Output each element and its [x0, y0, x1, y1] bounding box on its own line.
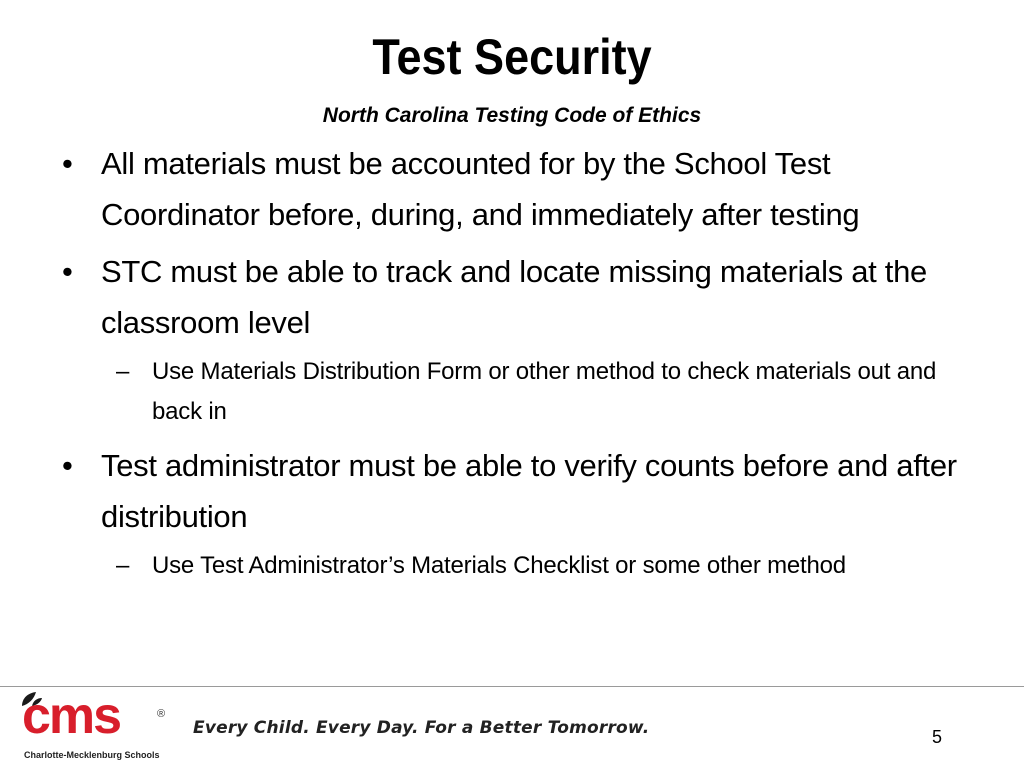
- sub-bullet-item: [56, 546, 976, 586]
- bullet-text: All materials must be accounted for by the School Test Coordinator before, during, and immediately after testing: [101, 146, 860, 232]
- page-number: 5: [932, 727, 943, 747]
- bullet-item: [56, 246, 976, 348]
- bullet-list: [56, 138, 976, 594]
- bullet-marker: •: [62, 254, 73, 289]
- bullet-item: [56, 440, 976, 542]
- bullet-text: STC must be able to track and locate missing materials at the classroom level: [101, 254, 927, 340]
- sub-bullet-item: [56, 352, 976, 432]
- cms-logo: [14, 687, 194, 764]
- sub-bullet-text: Use Materials Distribution Form or other method to check materials out and back in: [152, 358, 937, 425]
- slide-subtitle: North Carolina Testing Code of Ethics: [322, 104, 702, 127]
- bullet-marker: •: [62, 448, 73, 483]
- logo-wordmark: cms: [22, 687, 121, 745]
- bullet-marker: •: [62, 146, 73, 181]
- footer-tagline: Every Child. Every Day. For a Better Tomorrow.: [193, 718, 650, 738]
- sub-bullet-text: Use Test Administrator’s Materials Checklist or some other method: [152, 552, 846, 579]
- logo-subtitle: Charlotte-Mecklenburg Schools: [24, 750, 160, 760]
- sub-bullet-marker: –: [116, 358, 130, 385]
- bullet-item: [56, 138, 976, 240]
- bullet-text: Test administrator must be able to verify counts before and after distribution: [101, 448, 957, 534]
- registered-mark: ®: [157, 708, 166, 720]
- sub-bullet-marker: –: [116, 552, 130, 579]
- footer-divider: [0, 686, 1024, 687]
- slide-title: Test Security: [372, 29, 652, 85]
